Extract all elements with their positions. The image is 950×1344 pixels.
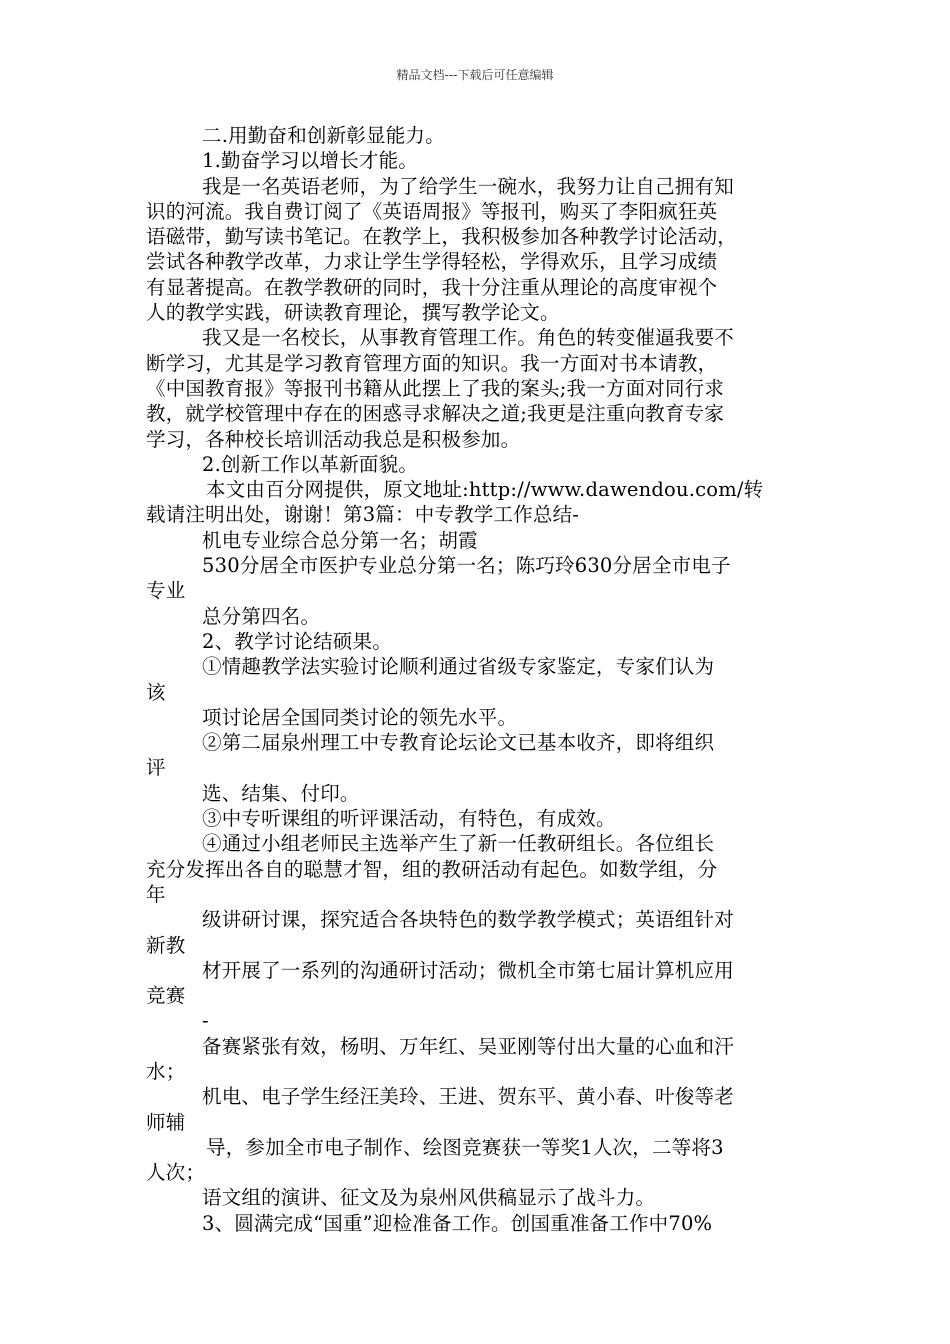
text-line: 识的河流。我自费订阅了《英语周报》等报刊，购买了李阳疯狂英	[146, 199, 718, 223]
text-line: 尝试各种教学改革，力求让学生学得轻松，学得欢乐，且学习成绩	[146, 250, 718, 274]
text-line: 530分居全市医护专业总分第一名；陈巧玲630分居全市电子	[202, 554, 731, 578]
text-line: 材开展了一系列的沟通研讨活动；微机全市第七届计算机应用	[202, 958, 734, 982]
text-line: -	[202, 1009, 209, 1033]
text-line: 语磁带，勤写读书笔记。在教学上，我积极参加各种教学讨论活动，	[146, 225, 738, 249]
text-line: ④通过小组老师民主选举产生了新一任教研组长。各位组长	[202, 832, 715, 856]
text-line: 我又是一名校长，从事教育管理工作。角色的转变催逼我要不	[202, 326, 734, 350]
text-line: 断学习，尤其是学习教育管理方面的知识。我一方面对书本请教，	[146, 351, 718, 375]
text-line: 人的教学实践，研读教育理论，撰写教学论文。	[146, 301, 560, 325]
text-line: 师辅	[146, 1110, 186, 1134]
text-line: ②第二届泉州理工中专教育论坛论文已基本收齐，即将组织	[202, 731, 715, 755]
text-line: 本文由百分网提供，原文地址:http://www.dawendou.com/转	[206, 478, 764, 502]
text-line: 1.勤奋学习以增长才能。	[202, 149, 419, 173]
text-line: 二.用勤奋和创新彰显能力。	[202, 124, 445, 147]
text-line: 项讨论居全国同类讨论的领先水平。	[202, 705, 518, 729]
text-line: 语文组的演讲、征文及为泉州风供稿显示了战斗力。	[202, 1186, 656, 1210]
text-line: 年	[146, 882, 166, 906]
text-line: 总分第四名。	[202, 604, 321, 628]
text-line: 级讲研讨课，探究适合各块特色的数学教学模式；英语组针对	[202, 908, 734, 932]
text-line: 载请注明出处，谢谢！第3篇：中专教学工作总结-	[146, 503, 580, 527]
text-line: ③中专听课组的听评课活动，有特色，有成效。	[202, 807, 616, 831]
text-line: 该	[146, 680, 166, 704]
text-line: 水；	[146, 1059, 186, 1083]
text-line: 教，就学校管理中存在的困惑寻求解决之道;我更是注重向教育专家	[146, 402, 725, 426]
text-line: 专业	[146, 579, 186, 603]
text-line: 2、教学讨论结硕果。	[202, 629, 392, 653]
text-line: 学习，各种校长培训活动我总是积极参加。	[146, 427, 521, 451]
text-line: 《中国教育报》等报刊书籍从此摆上了我的案头;我一方面对同行求	[146, 376, 725, 400]
page-header: 精品文档---下载后可任意编辑	[396, 68, 554, 82]
text-line: ①情趣教学法实验讨论顺利通过省级专家鉴定，专家们认为	[202, 655, 715, 679]
text-line: 备赛紧张有效，杨明、万年红、吴亚刚等付出大量的心血和汗	[202, 1034, 734, 1058]
text-line: 充分发挥出各自的聪慧才智，组的教研活动有起色。如数学组，分	[146, 857, 718, 881]
text-line: 竞赛	[146, 984, 186, 1008]
text-line: 新教	[146, 933, 186, 957]
text-line: 评	[146, 756, 166, 780]
text-line: 3、圆满完成“国重”迎检准备工作。创国重准备工作中70%	[202, 1211, 713, 1235]
text-line: 导，参加全市电子制作、绘图竞赛获一等奖1人次，二等将3	[206, 1135, 724, 1159]
text-line: 选、结集、付印。	[202, 781, 360, 805]
text-line: 2.创新工作以革新面貌。	[202, 452, 419, 476]
text-line: 有显著提高。在教学教研的同时，我十分注重从理论的高度审视个	[146, 275, 718, 299]
text-line: 人次；	[146, 1161, 206, 1185]
text-line: 机电、电子学生经汪美玲、王进、贺东平、黄小春、叶俊等老	[202, 1085, 734, 1109]
text-line: 我是一名英语老师，为了给学生一碗水，我努力让自己拥有知	[202, 174, 734, 198]
text-line: 机电专业综合总分第一名；胡霞	[202, 528, 478, 552]
document-body	[146, 123, 810, 1236]
